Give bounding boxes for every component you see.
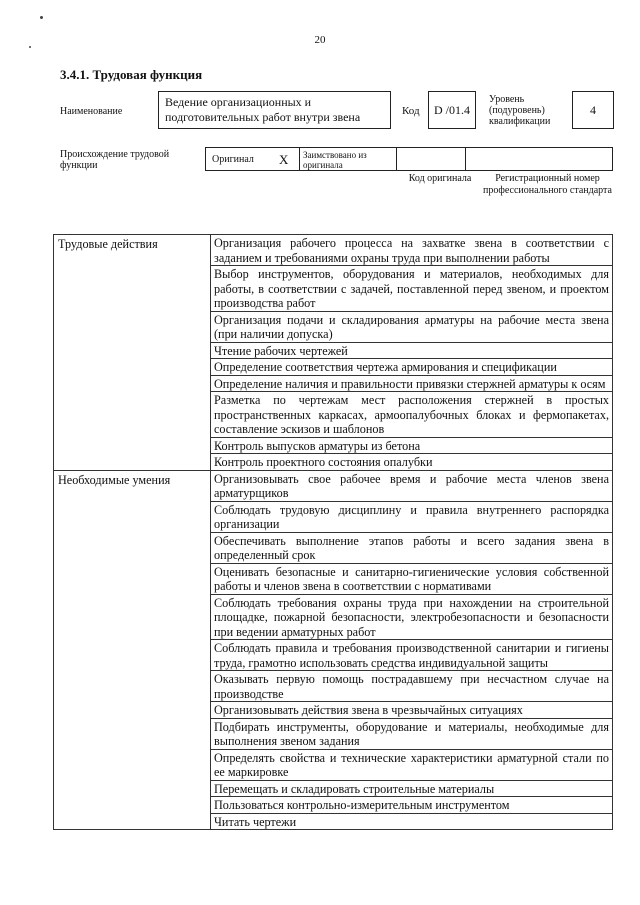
registration-number-cell (465, 147, 613, 171)
list-item: Соблюдать правила и требования производственной санитарии и гигиены труда, грамотно использовать средства индивидуальной защиты (211, 640, 613, 671)
list-item: Определение наличия и правильности привязки стержней арматуры к осям (211, 375, 613, 392)
original-mark: X (279, 152, 289, 167)
function-name-box: Ведение организационных и подготовительных работ внутри звена (158, 91, 391, 129)
function-details-table (53, 234, 613, 830)
list-item: Перемещать и складировать строительные материалы (211, 780, 613, 797)
level-label: Уровень (подуровень) квалификации (489, 94, 551, 127)
list-item: Оказывать первую помощь пострадавшему при несчастном случае на производстве (211, 671, 613, 702)
list-item: Разметка по чертежам мест расположения стержней в простых пространственных каркасах, армоопалубочных блоках и фермопакетах, составление эскизов и шаблонов (211, 392, 613, 438)
scan-dot-top (40, 16, 43, 19)
list-item: Пользоваться контрольно-измерительным инструментом (211, 797, 613, 814)
borrowed-label: Заимствовано из оригинала (299, 147, 397, 171)
section-heading: Необходимые умения (54, 470, 211, 830)
table-row (54, 235, 613, 266)
list-item: Соблюдать трудовую дисциплину и правила внутреннего распорядка организации (211, 501, 613, 532)
table-row (54, 470, 613, 501)
original-code-caption: Код оригинала (408, 173, 472, 184)
list-item: Организация рабочего процесса на захватке звена в соответствии с заданием и требованиями охраны труда при выполнении работы (211, 235, 613, 266)
origin-label: Происхождение трудовой функции (60, 149, 170, 171)
list-item: Оценивать безопасные и санитарно-гигиенические условия собственной работы и членов звена в соответствии с нормативами (211, 563, 613, 594)
list-item: Организовывать действия звена в чрезвычайных ситуациях (211, 702, 613, 719)
list-item: Организовывать свое рабочее время и рабочие места членов звена арматурщиков (211, 470, 613, 501)
list-item: Организация подачи и складирования арматуры на рабочие места звена (при наличии допуска) (211, 311, 613, 342)
list-item: Определение соответствия чертежа армирования и спецификации (211, 359, 613, 376)
qualification-level-box: 4 (572, 91, 614, 129)
list-item: Читать чертежи (211, 813, 613, 830)
function-code-box: D /01.4 (428, 91, 476, 129)
list-item: Соблюдать требования охраны труда при нахождении на строительной площадке, пожарной безопасности, электробезопасности и безопасности при ведении арматурных работ (211, 594, 613, 640)
code-label: Код (402, 105, 420, 117)
list-item: Выбор инструментов, оборудования и материалов, необходимых для работы, в соответствии с задачей, поставленной перед звеном, и проектом производства работ (211, 266, 613, 312)
page-number: 20 (314, 34, 326, 46)
list-item: Контроль проектного состояния опалубки (211, 454, 613, 471)
list-item: Контроль выпусков арматуры из бетона (211, 437, 613, 454)
registration-number-caption: Регистрационный номер профессионального стандарта (483, 173, 612, 196)
section-title: 3.4.1. Трудовая функция (60, 67, 203, 82)
list-item: Обеспечивать выполнение этапов работы и всего задания звена в определенный срок (211, 532, 613, 563)
name-label: Наименование (60, 106, 123, 117)
origin-row (205, 147, 615, 171)
scan-dot-left (29, 46, 31, 48)
original-cell (205, 147, 300, 171)
original-code-cell (396, 147, 466, 171)
list-item: Чтение рабочих чертежей (211, 342, 613, 359)
list-item: Определять свойства и технические характеристики арматурной стали по ее маркировке (211, 749, 613, 780)
list-item: Подбирать инструменты, оборудование и материалы, необходимые для выполнения звеном задания (211, 718, 613, 749)
original-label: Оригинал (212, 154, 254, 165)
section-heading: Трудовые действия (54, 235, 211, 471)
